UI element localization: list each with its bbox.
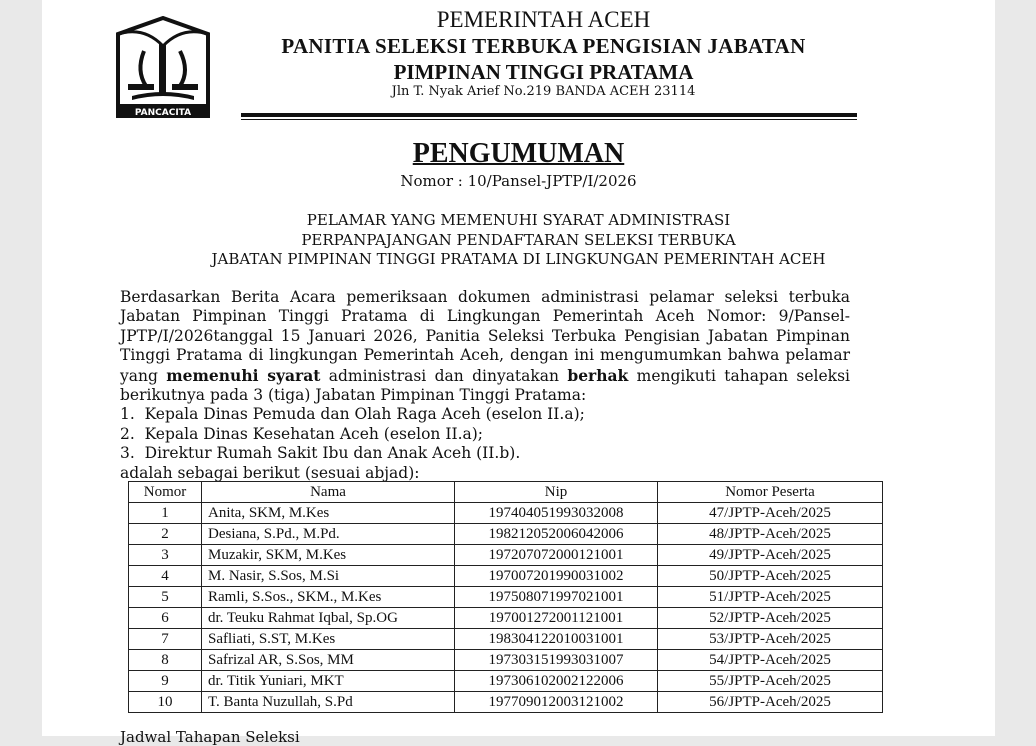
table-cell: 197303151993031007	[455, 650, 658, 671]
table-row	[129, 608, 883, 629]
subtitle-line: PELAMAR YANG MEMENUHI SYARAT ADMINISTRASI	[306, 211, 731, 229]
table-cell: 50/JPTP-Aceh/2025	[658, 566, 883, 587]
table-cell: 1	[129, 503, 202, 524]
announcement-title: PENGUMUMAN	[412, 138, 625, 169]
table-row	[129, 545, 883, 566]
schedule-heading-partial: Jadwal Tahapan Seleksi	[120, 728, 300, 746]
table-cell: 55/JPTP-Aceh/2025	[658, 671, 883, 692]
table-cell: 8	[129, 650, 202, 671]
col-header: Nomor	[129, 482, 202, 503]
table-cell: 54/JPTP-Aceh/2025	[658, 650, 883, 671]
table-cell: 197001272001121001	[455, 608, 658, 629]
col-header: Nip	[455, 482, 658, 503]
subtitle-line: PERPANPAJANGAN PENDAFTARAN SELEKSI TERBUKA	[301, 231, 736, 249]
table-cell: 4	[129, 566, 202, 587]
table-cell: 6	[129, 608, 202, 629]
table-cell: Desiana, S.Pd., M.Pd.	[202, 524, 455, 545]
body-bold: berhak	[567, 365, 629, 385]
table-cell: 48/JPTP-Aceh/2025	[658, 524, 883, 545]
table-cell: 198212052006042006	[455, 524, 658, 545]
col-header: Nomor Peserta	[658, 482, 883, 503]
table-cell: Ramli, S.Sos., SKM., M.Kes	[202, 587, 455, 608]
table-cell: 52/JPTP-Aceh/2025	[658, 608, 883, 629]
table-cell: 2	[129, 524, 202, 545]
header-divider	[241, 113, 857, 117]
table-cell: Anita, SKM, M.Kes	[202, 503, 455, 524]
table-cell: 197007201990031002	[455, 566, 658, 587]
table-cell: 51/JPTP-Aceh/2025	[658, 587, 883, 608]
table-row	[129, 524, 883, 545]
table-cell: 197207072000121001	[455, 545, 658, 566]
body-text: mengikuti tahapan seleksi berikutnya pada 3 (tiga) Jabatan Pimpinan Tinggi Pratama:	[120, 366, 850, 405]
table-header-row	[129, 482, 883, 503]
table-cell: dr. Teuku Rahmat Iqbal, Sp.OG	[202, 608, 455, 629]
table-row	[129, 587, 883, 608]
table-cell: 7	[129, 629, 202, 650]
table-cell: 198304122010031001	[455, 629, 658, 650]
table-cell: 47/JPTP-Aceh/2025	[658, 503, 883, 524]
subtitle-line: JABATAN PIMPINAN TINGGI PRATAMA DI LINGKUNGAN PEMERINTAH ACEH	[211, 250, 826, 268]
table-row	[129, 671, 883, 692]
table-cell: 197709012003121002	[455, 692, 658, 713]
body-paragraph	[120, 288, 850, 405]
table-cell: T. Banta Nuzullah, S.Pd	[202, 692, 455, 713]
table-cell: Safliati, S.ST, M.Kes	[202, 629, 455, 650]
table-row	[129, 566, 883, 587]
table-row	[129, 650, 883, 671]
header-committee-line2: PIMPINAN TINGGI PRATAMA	[393, 60, 694, 84]
table-cell: Muzakir, SKM, M.Kes	[202, 545, 455, 566]
table-cell: 10	[129, 692, 202, 713]
list-item: 2. Kepala Dinas Kesehatan Aceh (eselon II.a);	[120, 424, 484, 443]
document-page	[42, 0, 995, 746]
table-row	[129, 503, 883, 524]
table-cell: 9	[129, 671, 202, 692]
table-cell: 56/JPTP-Aceh/2025	[658, 692, 883, 713]
header-address: Jln T. Nyak Arief No.219 BANDA ACEH 23114	[391, 84, 696, 99]
col-header: Nama	[202, 482, 455, 503]
applicants-table	[128, 481, 883, 713]
table-cell: 3	[129, 545, 202, 566]
header-government: PEMERINTAH ACEH	[436, 7, 651, 32]
table-cell: 49/JPTP-Aceh/2025	[658, 545, 883, 566]
table-cell: 197404051993032008	[455, 503, 658, 524]
table-cell: dr. Titik Yuniari, MKT	[202, 671, 455, 692]
list-item: 3. Direktur Rumah Sakit Ibu dan Anak Aceh (II.b).	[120, 444, 521, 463]
announcement-number: Nomor : 10/Pansel-JPTP/I/2026	[400, 172, 637, 190]
body-text: Berdasarkan Berita Acara pemeriksaan dokumen administrasi pelamar seleksi terbuka Jabatan Pimpinan Tinggi Pratama di Lingkungan Pemerintah Aceh Nomor: 9/Pansel-JPTP/I/2026tanggal 15 Januari 2026, Panitia Seleksi Terbuka Pengisian Jabatan Pimpinan Tinggi Pratama di lingkungan Pemerintah Aceh, dengan ini mengumumkan bahwa pelamar yang	[120, 288, 850, 385]
header-committee-line1: PANITIA SELEKSI TERBUKA PENGISIAN JABATAN	[281, 34, 806, 58]
table-cell: 5	[129, 587, 202, 608]
body-text: administrasi dan dinyatakan	[320, 366, 568, 385]
header-divider-thin	[241, 119, 857, 120]
table-row	[129, 629, 883, 650]
body-bold: memenuhi syarat	[166, 365, 321, 385]
table-cell: 197306102002122006	[455, 671, 658, 692]
table-row	[129, 692, 883, 713]
logo-text: PANCACITA	[134, 108, 192, 118]
table-cell: M. Nasir, S.Sos, M.Si	[202, 566, 455, 587]
table-cell: 53/JPTP-Aceh/2025	[658, 629, 883, 650]
list-item: 1. Kepala Dinas Pemuda dan Olah Raga Aceh (eselon II.a);	[120, 405, 585, 424]
announcement-body	[120, 288, 850, 483]
closing-line: adalah sebagai berikut (sesuai abjad):	[120, 463, 420, 482]
table-cell: 197508071997021001	[455, 587, 658, 608]
table-cell: Safrizal AR, S.Sos, MM	[202, 650, 455, 671]
